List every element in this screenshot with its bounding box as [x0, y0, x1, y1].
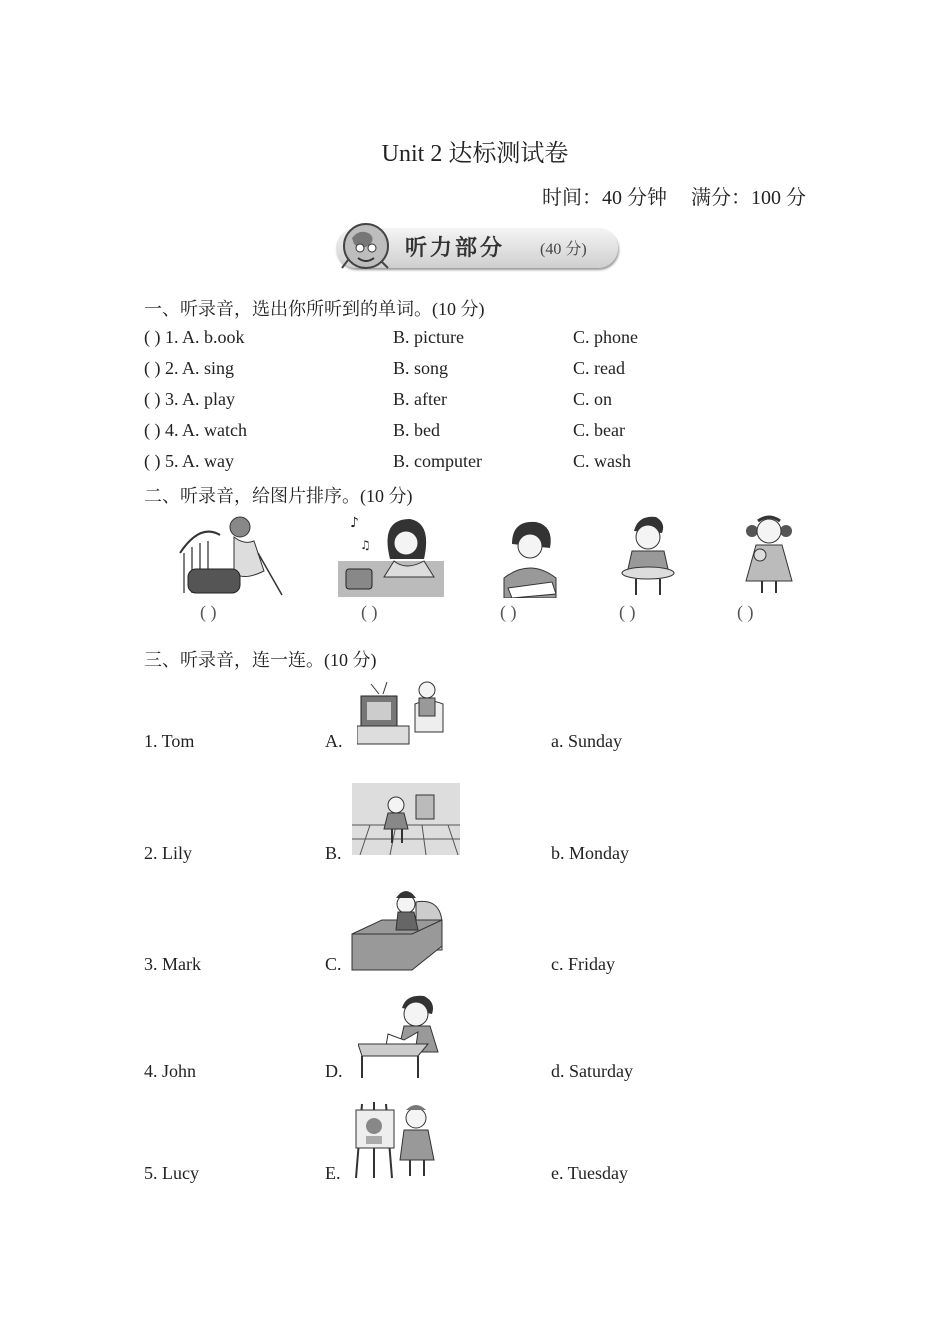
listening-banner [330, 216, 618, 272]
girl-packing-bag-icon [178, 513, 284, 597]
match-letter-b: B. [325, 843, 342, 863]
banner-text: 听力部分 [405, 236, 506, 261]
match-name-john: 4. John [144, 1061, 197, 1081]
match-day-sunday: a. Sunday [551, 731, 622, 751]
picture4-blank[interactable]: ( ) [619, 602, 636, 622]
girl-sitting-bed-icon [350, 888, 446, 972]
q2-option-a: ( ) 2. A. sing [144, 358, 234, 378]
banner-score: (40 分) [540, 241, 587, 258]
q4-option-b: B. bed [393, 420, 440, 440]
match-name-lucy: 5. Lucy [144, 1163, 199, 1183]
picture5-blank[interactable]: ( ) [737, 602, 754, 622]
q3-option-b: B. after [393, 389, 447, 409]
score-label: 满分：100 分 [691, 187, 806, 209]
section2-heading: 二、听录音，给图片排序。(10 分) [144, 486, 413, 506]
boy-reading-desk-icon [358, 992, 450, 1078]
picture3-blank[interactable]: ( ) [500, 602, 517, 622]
picture2-blank[interactable]: ( ) [361, 602, 378, 622]
q2-option-b: B. song [393, 358, 449, 378]
match-letter-c: C. [325, 954, 342, 974]
section3-heading: 三、听录音，连一连。(10 分) [144, 650, 377, 670]
match-day-friday: c. Friday [551, 954, 615, 974]
match-day-tuesday: e. Tuesday [551, 1163, 629, 1183]
svg-text:♫: ♫ [360, 538, 371, 552]
match-letter-e: E. [325, 1163, 341, 1183]
q5-option-c: C. wash [573, 451, 631, 471]
q5-option-b: B. computer [393, 451, 482, 471]
q5-option-a: ( ) 5. A. way [144, 451, 234, 471]
q3-option-c: C. on [573, 389, 613, 409]
boy-watching-tv-icon [357, 676, 447, 746]
match-day-saturday: d. Saturday [551, 1061, 633, 1081]
picture1-blank[interactable]: ( ) [200, 602, 217, 622]
boy-writing-icon [498, 518, 562, 598]
q3-option-a: ( ) 3. A. play [144, 389, 235, 409]
girl-listening-radio-icon [338, 513, 444, 597]
boy-painting-easel-icon [352, 1100, 438, 1180]
q4-option-a: ( ) 4. A. watch [144, 420, 247, 440]
section1-heading: 一、听录音，选出你所听到的单词。(10 分) [144, 299, 485, 319]
q4-option-c: C. bear [573, 420, 625, 440]
match-name-tom: 1. Tom [144, 731, 195, 751]
globe-mascot-icon [330, 216, 400, 272]
match-letter-a: A. [325, 731, 343, 751]
exam-meta [542, 181, 806, 210]
q1-option-b: B. picture [393, 327, 464, 347]
match-name-mark: 3. Mark [144, 954, 201, 974]
match-name-lily: 2. Lily [144, 843, 192, 863]
girl-with-doll-icon [738, 513, 800, 597]
time-label: 时间：40 分钟 [542, 187, 667, 209]
page-title: Unit 2 达标测试卷 [381, 141, 569, 167]
match-letter-d: D. [325, 1061, 343, 1081]
girl-playing-room-icon [352, 783, 460, 855]
match-day-monday: b. Monday [551, 843, 629, 863]
boy-washing-face-icon [618, 513, 678, 597]
svg-text:♪: ♪ [350, 515, 359, 531]
q1-option-a: ( ) 1. A. b.ook [144, 327, 245, 347]
q2-option-c: C. read [573, 358, 625, 378]
q1-option-c: C. phone [573, 327, 638, 347]
